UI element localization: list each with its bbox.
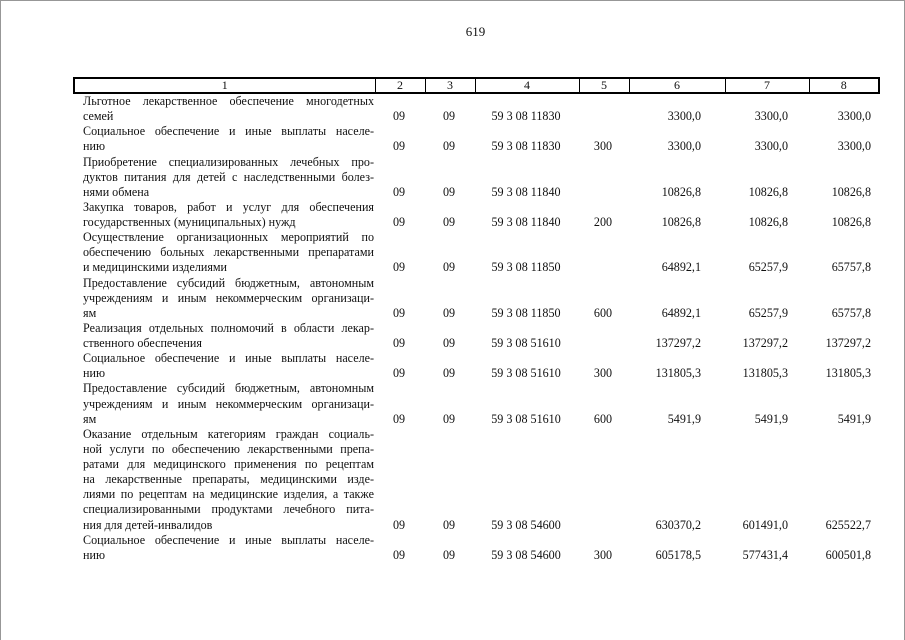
row-cell-col3: 09	[442, 215, 456, 229]
row-cell-col8: 600501,8	[825, 547, 871, 562]
row-cell-col6: 64892,1	[661, 260, 701, 275]
row-description	[73, 155, 374, 200]
row-cell-col8: 625522,7	[825, 517, 871, 532]
row-cell-col7: 131805,3	[742, 366, 788, 381]
row-cell-col7: 65257,9	[748, 260, 788, 275]
row-cell-col4: 59 3 08 11840	[491, 184, 561, 199]
row-cell-col2: 09	[392, 109, 406, 124]
header-cell: 4	[475, 78, 579, 93]
description-line: Оказание отдельным категориям граждан социаль-	[83, 426, 374, 441]
row-cell-col5: 200	[593, 215, 613, 229]
row-cell-col2: 09	[392, 139, 406, 154]
row-cell-col7: 137297,2	[742, 336, 788, 350]
table-row	[73, 155, 878, 200]
description-line: Реализация отдельных полномочий в области лекар-	[83, 320, 374, 335]
description-line: ям	[83, 305, 97, 320]
row-cell-col3: 09	[442, 305, 456, 320]
description-line: семей	[83, 109, 114, 124]
table-row	[73, 351, 878, 381]
row-cell-col6: 630370,2	[655, 517, 701, 532]
row-cell-col6: 3300,0	[667, 109, 701, 124]
header-cell: 1	[74, 78, 375, 93]
row-cell-col8: 10826,8	[831, 215, 871, 229]
row-cell-col2: 09	[392, 215, 406, 229]
row-cell-col2: 09	[392, 305, 406, 320]
description-line: лиями по рецептам на медицинские изделия, а также	[83, 487, 374, 502]
row-cell-col8: 65757,8	[831, 305, 871, 320]
description-line: нию	[83, 547, 105, 562]
row-cell-col2: 09	[392, 366, 406, 381]
row-cell-col2: 09	[392, 547, 406, 562]
row-cell-col4: 59 3 08 54600	[491, 517, 561, 532]
description-line: Закупка товаров, работ и услуг для обеспечения	[83, 199, 374, 214]
description-line: специализированными продуктами лечебного пита-	[83, 502, 374, 517]
budget-table	[73, 77, 878, 563]
row-cell-col7: 10826,8	[748, 215, 788, 229]
row-cell-col8: 3300,0	[837, 139, 871, 154]
row-cell-col4: 59 3 08 51610	[491, 411, 561, 426]
table-row	[73, 276, 878, 321]
row-cell-col5: 300	[593, 547, 613, 562]
description-line: государственных (муниципальных) нужд	[83, 215, 296, 229]
description-line: и медицинскими изделиями	[83, 260, 228, 275]
description-line: учреждениям и иным некоммерческим организаци-	[83, 396, 374, 411]
table-row	[73, 381, 878, 426]
header-cell: 7	[725, 78, 809, 93]
row-cell-col5: 600	[593, 411, 613, 426]
row-cell-col4: 59 3 08 51610	[491, 336, 561, 350]
row-cell-col5	[578, 321, 628, 351]
row-cell-col3: 09	[442, 411, 456, 426]
row-cell-col6: 3300,0	[667, 139, 701, 154]
row-cell-col4: 59 3 08 11830	[491, 139, 561, 154]
row-cell-col2: 09	[392, 336, 406, 350]
row-cell-col6: 5491,9	[667, 411, 701, 426]
table-body-table	[73, 94, 878, 563]
row-cell-col6: 10826,8	[661, 184, 701, 199]
row-cell-col3: 09	[442, 517, 456, 532]
table-row	[73, 533, 878, 563]
row-cell-col5	[578, 94, 628, 124]
row-cell-col4: 59 3 08 11850	[491, 305, 561, 320]
row-description	[73, 427, 374, 533]
row-cell-col7: 3300,0	[754, 109, 788, 124]
description-line: нями обмена	[83, 184, 150, 199]
row-cell-col5	[578, 230, 628, 275]
row-cell-col2: 09	[392, 517, 406, 532]
description-line: учреждениям и иным некоммерческим организаци-	[83, 290, 374, 305]
description-line: Социальное обеспечение и иные выплаты населе-	[83, 351, 374, 366]
header-cell: 8	[809, 78, 879, 93]
table-row	[73, 321, 878, 351]
header-cell: 5	[579, 78, 629, 93]
page-number: 619	[465, 24, 486, 39]
table-body	[73, 94, 878, 563]
row-description	[73, 351, 374, 381]
row-cell-col2: 09	[392, 260, 406, 275]
row-cell-col4: 59 3 08 11830	[491, 109, 561, 124]
row-cell-col7: 65257,9	[748, 305, 788, 320]
row-cell-col3: 09	[442, 547, 456, 562]
row-cell-col8: 131805,3	[825, 366, 871, 381]
row-cell-col4: 59 3 08 54600	[491, 547, 561, 562]
row-cell-col8: 5491,9	[837, 411, 871, 426]
row-description	[73, 124, 374, 154]
table-row	[73, 94, 878, 124]
row-cell-col6: 10826,8	[661, 215, 701, 229]
row-cell-col6: 64892,1	[661, 305, 701, 320]
row-description	[73, 381, 374, 426]
row-cell-col6: 137297,2	[655, 336, 701, 350]
description-line: Приобретение специализированных лечебных про-	[83, 154, 374, 169]
description-line: нию	[83, 139, 105, 154]
row-cell-col7: 577431,4	[742, 547, 788, 562]
header-cell: 6	[629, 78, 725, 93]
row-description	[73, 276, 374, 321]
row-cell-col3: 09	[442, 139, 456, 154]
description-line: Осуществление организационных мероприятий по	[83, 230, 374, 245]
row-cell-col8: 137297,2	[825, 336, 871, 350]
description-line: Предоставление субсидий бюджетным, автономным	[83, 275, 374, 290]
row-description	[73, 200, 374, 230]
description-line: дуктов питания для детей с наследственными болез-	[83, 169, 374, 184]
row-cell-col7: 5491,9	[754, 411, 788, 426]
row-cell-col4: 59 3 08 11840	[491, 215, 561, 229]
table-header	[73, 77, 880, 94]
row-cell-col2: 09	[392, 184, 406, 199]
row-cell-col8: 3300,0	[837, 109, 871, 124]
description-line: ратами для медицинского применения по рецептам	[83, 457, 374, 471]
row-cell-col6: 605178,5	[655, 547, 701, 562]
table-row	[73, 200, 878, 230]
header-row	[74, 78, 879, 93]
row-cell-col3: 09	[442, 109, 456, 124]
description-line: Социальное обеспечение и иные выплаты населе-	[83, 124, 374, 139]
row-cell-col4: 59 3 08 51610	[491, 366, 561, 381]
row-cell-col3: 09	[442, 260, 456, 275]
table-row	[73, 230, 878, 275]
description-line: ственного обеспечения	[83, 336, 202, 350]
header-cell: 2	[375, 78, 425, 93]
table-row	[73, 124, 878, 154]
row-cell-col3: 09	[442, 184, 456, 199]
row-cell-col3: 09	[442, 366, 456, 381]
description-line: Социальное обеспечение и иные выплаты населе-	[83, 532, 374, 547]
description-line: нию	[83, 366, 105, 381]
header-cell: 3	[425, 78, 475, 93]
row-description	[73, 94, 374, 124]
description-line: ния для детей-инвалидов	[83, 517, 213, 532]
description-line: на лекарственные препараты, медицинскими изде-	[83, 472, 374, 487]
row-cell-col8: 10826,8	[831, 184, 871, 199]
row-description	[73, 321, 374, 351]
row-cell-col5: 300	[593, 139, 613, 154]
row-cell-col8: 65757,8	[831, 260, 871, 275]
row-cell-col6: 131805,3	[655, 366, 701, 381]
row-cell-col5: 300	[593, 366, 613, 381]
row-cell-col5	[578, 155, 628, 200]
description-line: Предоставление субсидий бюджетным, автономным	[83, 381, 374, 396]
row-description	[73, 230, 374, 275]
row-cell-col3: 09	[442, 336, 456, 350]
row-cell-col7: 10826,8	[748, 184, 788, 199]
description-line: Льготное лекарственное обеспечение многодетных	[83, 94, 374, 108]
row-description	[73, 533, 374, 563]
row-cell-col5	[578, 427, 628, 533]
row-cell-col7: 3300,0	[754, 139, 788, 154]
description-line: ной услуги по обеспечению лекарственными препа-	[83, 441, 374, 456]
row-cell-col7: 601491,0	[742, 517, 788, 532]
description-line: обеспечению больных лекарственными препаратами	[83, 245, 374, 260]
row-cell-col2: 09	[392, 411, 406, 426]
table-row	[73, 427, 878, 533]
description-line: ям	[83, 411, 97, 426]
row-cell-col4: 59 3 08 11850	[491, 260, 561, 275]
row-cell-col5: 600	[593, 305, 613, 320]
